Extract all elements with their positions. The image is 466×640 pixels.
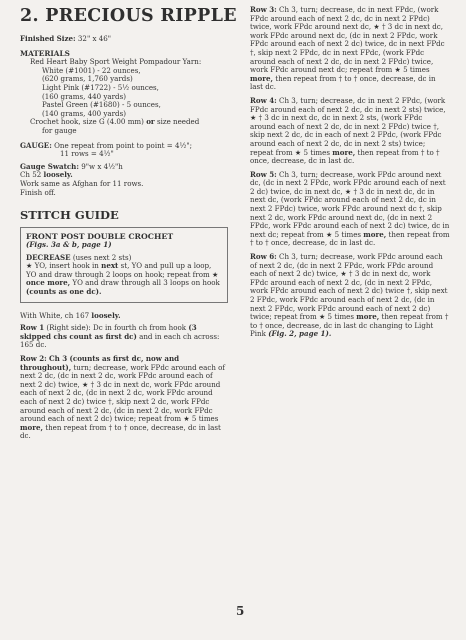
decrease-body-3: YO and draw through all 3 loops on hook [72,278,220,288]
materials-heading: MATERIALS [20,48,70,58]
stitch-guide-heading: STITCH GUIDE [20,208,119,223]
materials-line: (620 grams, 1,760 yards) [42,74,133,84]
row-3-more: more, [250,73,273,83]
row-5-text: Ch 3, turn; decrease, work FPdc around next dc, (dc in next 2 FPdc, work FPdc around each of next 2 dc) twice, dc in next dc, ★ † 3 dc in next dc, dc in next dc, (work FPdc around each of next 2 dc, dc in next 2 FPdc) twice, work FPdc around next dc †, skip next 2 dc, work FPdc around next dc, (dc in next 2 FPdc, work FPdc around each of next 2 dc) twice, dc in next dc; repeat from ★ 5 times [250,169,450,239]
fpdc-figure-ref: (Figs. 3a & b, page 1) [26,240,112,250]
row-6-figure-ref: (Fig. 2, page 1). [268,329,332,339]
row-1-text-c: and in each ch across: 165 dc. [20,331,220,350]
decrease-next: next [101,261,119,271]
swatch-ch: Ch 52 [20,170,42,180]
gauge-swatch-line-3: Work same as Afghan for 11 rows. [20,178,144,188]
row-4-label: Row 4: [250,95,277,105]
gauge-text-2: 11 rows = 4½" [60,149,114,159]
row-4-more: more, [332,147,356,157]
right-column [250,6,450,344]
row-6-label: Row 6: [250,252,277,262]
start-text: With White, ch 167 [20,310,90,320]
decrease-once: once more, [26,278,71,288]
decrease-uses: (uses next 2 sts) [72,252,132,262]
materials-line: (160 grams, 440 yards) [42,91,126,101]
row-2-label: Row 2: [20,354,47,364]
row-2-text-d: then repeat from † to † once, decrease, dc in last dc. [20,422,221,441]
decrease-body: ★ YO, insert hook in [26,261,99,271]
gauge [20,142,228,151]
gauge-swatch-label: Gauge Swatch: [20,161,79,171]
row-1-label: Row 1 [20,323,45,333]
decrease-definition [26,254,222,297]
hook-text: Crochet hook, size G (4.00 mm) [30,117,144,127]
materials-line: (140 grams, 400 yards) [42,108,126,118]
afghan-start [20,312,228,321]
row-2-text: turn; decrease, work FPdc around each of next 2 dc, (dc in next 2 dc, work FPdc around each of next 2 dc) twice, ★ † 3 dc in next dc, work FPdc around each of next 2 dc, (dc in next 2 dc, work FPdc around each of next 2 dc) twice †, skip next 2 dc, work FPdc around each of next 2 dc, (dc in next 2 dc, work FPdc around each of next 2 dc) twice; repeat from ★ 5 times [20,362,226,424]
hook-text-b: size needed [156,117,200,127]
row-5 [250,171,450,248]
row-6-text: Ch 3, turn; decrease, work FPdc around each of next 2 dc, (dc in next 2 FPdc, work FPdc around each of next 2 dc) twice, ★ † 3 dc in next dc, work FPdc around each of next 2 dc, (dc in next 2 FPdc, work FPdc around each of next 2 dc) twice †, skip next 2 FPdc, work FPdc around each of next 2 dc, (dc in next 2 FPdc, work FPdc around each of next 2 dc) twice; repeat from ★ 5 times [250,252,448,322]
row-2-bold: (counts as first dc, now and throughout), [20,354,180,372]
row-6 [250,253,450,339]
decrease-counts: (counts as one dc). [26,287,102,297]
row-1 [20,324,228,350]
row-2 [20,355,228,441]
row-3 [250,6,450,92]
hook-or: or [146,117,155,127]
materials-line: Red Heart Baby Sport Weight Pompadour Yarn: [30,57,202,67]
gauge-text: One repeat from point to point = 4½"; [54,140,193,150]
page-number: 5 [236,604,245,618]
row-6-more: more, [356,312,380,322]
row-3-text-b: then repeat from † to † once, decrease, dc in last dc. [250,73,436,92]
row-6-text-b: then repeat from † to † once, decrease, dc in last dc changing to Light Pink [250,312,449,339]
row-5-label: Row 5: [250,169,277,179]
row-5-more: more, [363,229,387,239]
gauge-swatch-text: 9"w x 4½"h [81,161,123,171]
stitch-guide-box [20,227,228,303]
row-2-ch: Ch 3 [49,354,68,364]
row-5-text-b: then repeat from † to † once, decrease, dc in last dc. [250,229,450,248]
finished-size-label: Finished Size: [20,34,76,43]
page-title: 2. PRECIOUS RIPPLE [20,6,237,26]
decrease-label: DECREASE [26,252,71,262]
left-column [20,6,237,446]
start-loosely: loosely. [91,310,121,320]
materials-line: White (#1001) - 22 ounces, [42,65,141,75]
row-3-text: Ch 3, turn; decrease, dc in next FPdc, (work FPdc around each of next 2 dc, dc in next 2 FPdc) twice, work FPdc around next dc, ★ † 3 dc in next dc, work FPdc around next dc, (dc in next 2 FPdc, work FPdc around each of next 2 dc) twice, dc in next FPdc †, skip next 2 FPdc, dc in next FPdc, (work FPdc around each of next 2 dc, dc in next 2 FPdc) twice, work FPdc around next dc; repeat from ★ 5 times [250,5,445,75]
row-4-text: Ch 3, turn; decrease, dc in next 2 FPdc, (work FPdc around each of next 2 dc, dc in next 2 sts) twice, ★ † 3 dc in next dc, dc in next 2 sts, (work FPdc around each of next 2 dc, dc in next 2 FPdc) twice †, skip next 2 dc, dc in each of next 2 FPdc, (work FPdc around each of next 2 dc, dc in next 2 sts) twice; repeat from ★ 5 times [250,95,446,157]
row-2-more: more, [20,422,43,432]
materials-line: Pastel Green (#1680) - 5 ounces, [42,100,161,110]
hook-line-c: for gauge [42,125,77,135]
row-1-bold: (3 skipped chs count as first dc) [20,323,197,341]
finished-size [20,35,228,44]
swatch-loosely: loosely. [43,170,73,180]
finished-size-value: 32" x 46" [77,34,112,43]
gauge-label: GAUGE: [20,140,52,150]
fpdc-title: FRONT POST DOUBLE CROCHET [26,232,174,242]
materials-line: Light Pink (#1722) - 5½ ounces, [42,82,159,92]
row-4 [250,97,450,166]
row-3-label: Row 3: [250,5,277,14]
row-4-text-b: then repeat from † to † once, decrease, dc in last dc. [250,147,440,166]
decrease-body-2: st, YO and pull up a loop, YO and draw through 2 loops on hook; repeat from ★ [26,261,219,279]
row-1-text: (Right side): Dc in fourth ch from hook [46,323,187,333]
gauge-swatch-line-4: Finish off. [20,187,56,197]
